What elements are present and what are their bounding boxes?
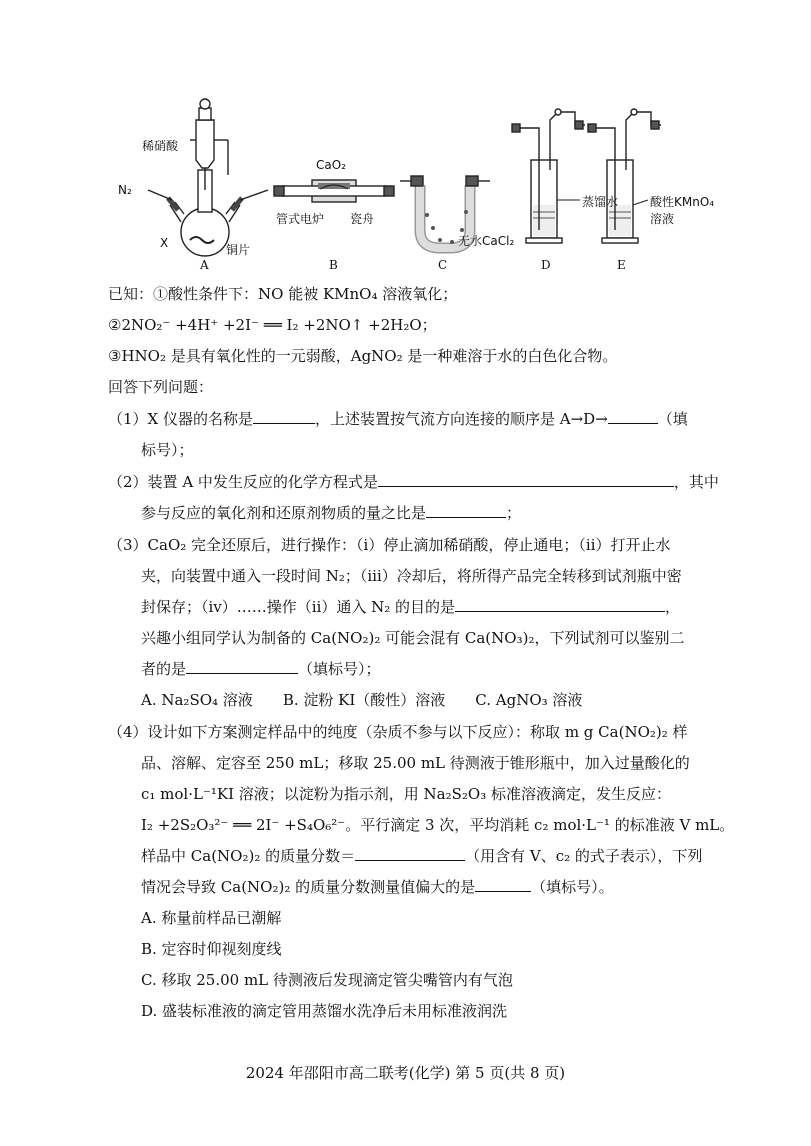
label-cacl2: 无水CaCl₂ <box>458 234 515 248</box>
q3-option-c: C. AgNO₃ 溶液 <box>475 691 583 709</box>
q3-blank-2[interactable] <box>186 659 298 674</box>
q4-text-6a: 情况会导致 Ca(NO₂)₂ 的质量分数测量值偏大的是 <box>141 878 476 896</box>
label-x: X <box>160 236 169 250</box>
q4-text-5b: （用含有 V、c₂ 的式子表示），下列 <box>465 847 703 865</box>
q2-text-d: ； <box>506 504 522 522</box>
dropping-funnel <box>196 120 214 168</box>
known-3: ③HNO₂ 是具有氧化性的一元弱酸，AgNO₂ 是一种难溶于水的白色化合物。 <box>108 347 618 365</box>
q1-text-d: 标号）； <box>141 441 194 459</box>
known-1: 已知：①酸性条件下：NO 能被 KMnO₄ 溶液氧化； <box>108 285 458 303</box>
q2-line-2 <box>141 503 521 523</box>
q3-text-5b: （填标号）； <box>298 660 381 678</box>
known-2: ②2NO₂⁻ +4H⁺ +2I⁻ ══ I₂ +2NO↑ +2H₂O； <box>108 316 437 334</box>
q1-text-c: （填 <box>657 410 688 428</box>
caption-d: D <box>541 258 551 272</box>
q4-text-4: I₂ +2S₂O₃²⁻ ══ 2I⁻ +S₄O₆²⁻。平行滴定 3 次，平均消耗 c₂ mol·L⁻¹ 的标准液 V mL。 <box>141 816 735 834</box>
label-boat: 瓷舟 <box>350 212 375 226</box>
apparatus-figure <box>0 0 811 280</box>
caption-a: A <box>200 258 209 272</box>
q3-text-5a: 者的是 <box>141 660 187 678</box>
label-kmno4-1: 酸性KMnO₄ <box>650 195 715 209</box>
caption-b: B <box>329 258 338 272</box>
caption-e: E <box>617 258 626 272</box>
q2-line-1 <box>108 472 719 492</box>
q3-number: （3） <box>108 536 148 554</box>
q4-line-5 <box>141 846 702 866</box>
q3-line-5 <box>141 659 381 679</box>
q4-text-2: 品、溶解、定容至 250 mL；移取 25.00 mL 待测液于锥形瓶中，加入过量酸化的 <box>141 754 690 772</box>
label-water: 蒸馏水 <box>582 195 619 209</box>
flask-a <box>181 208 229 256</box>
q1-number: （1） <box>108 410 148 428</box>
q3-options <box>141 690 582 710</box>
q4-option-d: D. 盛装标准液的滴定管用蒸馏水洗净后未用标准液润洗 <box>141 1002 508 1020</box>
q1-blank-1[interactable] <box>253 409 315 424</box>
q4-blank-1[interactable] <box>355 846 465 861</box>
q3-text-1: CaO₂ 完全还原后，进行操作：（ⅰ）停止滴加稀硝酸，停止通电；（ⅱ）打开止水 <box>147 536 671 554</box>
q3-text-3b: ， <box>665 598 681 616</box>
q3-option-b: B. 淀粉 KI（酸性）溶液 <box>282 691 446 709</box>
q4-line-1 <box>108 722 688 742</box>
q2-blank-1[interactable] <box>378 472 674 487</box>
q1-blank-2[interactable] <box>608 409 658 424</box>
q3-text-2: 夹，向装置中通入一段时间 N₂；（ⅲ）冷却后，将所得产品完全转移到试剂瓶中密 <box>141 567 682 585</box>
q4-blank-2[interactable] <box>475 877 531 892</box>
q3-option-a: A. Na₂SO₄ 溶液 <box>141 691 253 709</box>
q3-blank-1[interactable] <box>455 597 665 612</box>
q4-option-a: A. 称量前样品已潮解 <box>141 909 282 927</box>
label-copper: 铜片 <box>226 243 251 257</box>
q4-text-5a: 样品中 Ca(NO₂)₂ 的质量分数＝ <box>141 847 356 865</box>
q3-line-3 <box>141 597 680 617</box>
label-cao2: CaO₂ <box>316 158 346 172</box>
label-n2: N₂ <box>118 183 132 197</box>
q4-number: （4） <box>108 723 148 741</box>
q4-option-b: B. 定容时仰视刻度线 <box>141 940 282 958</box>
label-kmno4-2: 溶液 <box>650 212 675 226</box>
caption-c: C <box>438 258 448 272</box>
q1-text-a: X 仪器的名称是 <box>147 410 253 428</box>
q3-line-1 <box>108 535 670 555</box>
q2-text-a: 装置 A 中发生反应的化学方程式是 <box>147 473 378 491</box>
q4-option-c: C. 移取 25.00 mL 待测液后发现滴定管尖嘴管内有气泡 <box>141 971 513 989</box>
q4-text-6b: （填标号）。 <box>531 878 614 896</box>
q2-text-c: 参与反应的氧化剂和还原剂物质的量之比是 <box>141 504 427 522</box>
label-acid: 稀硝酸 <box>142 139 179 153</box>
q4-text-3: c₁ mol·L⁻¹KI 溶液；以淀粉为指示剂，用 Na₂S₂O₃ 标准溶液滴定，发生反应： <box>141 785 672 803</box>
q2-number: （2） <box>108 473 148 491</box>
page-footer: 2024 年邵阳市高二联考(化学) 第 5 页(共 8 页) <box>245 1064 566 1082</box>
q3-text-3a: 封保存；（ⅳ）……操作（ⅱ）通入 N₂ 的目的是 <box>141 598 456 616</box>
answer-intro: 回答下列问题： <box>108 378 214 396</box>
q4-line-6 <box>141 877 614 897</box>
label-furnace: 管式电炉 <box>276 212 325 226</box>
q4-text-1: 设计如下方案测定样品中的纯度（杂质不参与以下反应）：称取 m g Ca(NO₂)₂ 样 <box>147 723 688 741</box>
q2-blank-2[interactable] <box>426 503 506 518</box>
q3-text-4: 兴趣小组同学认为制备的 Ca(NO₂)₂ 可能会混有 Ca(NO₃)₂，下列试剂可以鉴别二 <box>141 629 685 647</box>
q1-line-1 <box>108 409 688 429</box>
q1-text-b: ，上述装置按气流方向连接的顺序是 A→D→ <box>315 410 608 428</box>
q2-text-b: ，其中 <box>673 473 719 491</box>
